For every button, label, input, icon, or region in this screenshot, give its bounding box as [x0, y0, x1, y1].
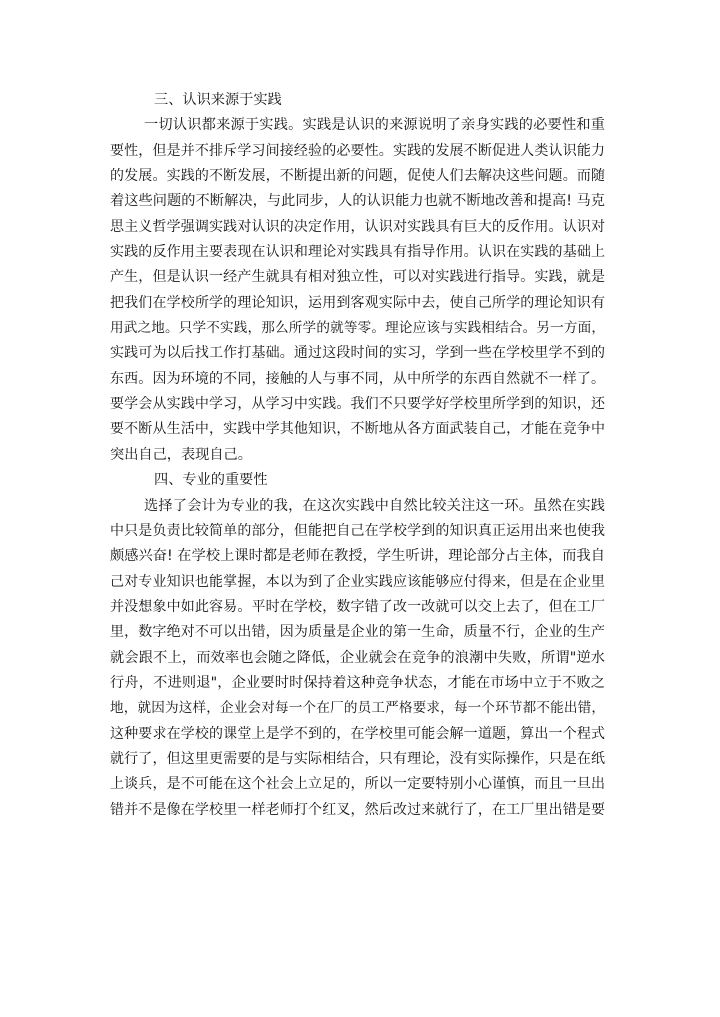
paragraph-line: 里，数字绝对不可以出错，因为质量是企业的第一生命，质量不行，企业的生产: [110, 624, 605, 641]
paragraph-line: 上谈兵，是不可能在这个社会上立足的，所以一定要特别小心谨慎，而且一旦出: [110, 776, 605, 793]
paragraph-line: 要性，但是并不排斥学习间接经验的必要性。实践的发展不断促进人类认识能力: [110, 142, 605, 159]
paragraph-line: 中只是负责比较简单的部分，但能把自己在学校学到的知识真正运用出来也使我: [110, 522, 605, 539]
paragraph-line: 产生，但是认识一经产生就具有相对独立性，可以对实践进行指导。实践，就是: [110, 269, 605, 286]
paragraph-line: 着这些问题的不断解决，与此同步，人的认识能力也就不断地改善和提高! 马克: [110, 193, 605, 210]
section-heading: 四、专业的重要性: [154, 472, 268, 489]
section-heading: 三、认识来源于实践: [154, 92, 282, 108]
paragraph-line: 要不断从生活中，实践中学其他知识，不断地从各方面武装自己，才能在竞争中: [110, 421, 605, 438]
paragraph-line: 实践可为以后找工作打基础。通过这段时间的实习，学到一些在学校里学不到的: [110, 345, 605, 362]
paragraph-line: 行舟，不进则退"，企业要时时保持着这种竞争状态，才能在市场中立于不败之: [110, 674, 605, 691]
paragraph-line: 颇感兴奋! 在学校上课时都是老师在教授，学生听讲，理论部分占主体，而我自: [110, 548, 605, 565]
paragraph-line: 要学会从实践中学习，从学习中实践。我们不只要学好学校里所学到的知识，还: [110, 396, 605, 413]
paragraph-line: 一切认识都来源于实践。实践是认识的来源说明了亲身实践的必要性和重: [144, 117, 605, 134]
paragraph-line: 实践的反作用主要表现在认识和理论对实践具有指导作用。认识在实践的基础上: [110, 244, 605, 261]
paragraph-line: 选择了会计为专业的我，在这次实践中自然比较关注这一环。虽然在实践: [144, 497, 605, 514]
document-body: [110, 88, 605, 823]
paragraph-line: 的发展。实践的不断发展，不断提出新的问题，促使人们去解决这些问题。而随: [110, 168, 605, 185]
paragraph-line: 地，就因为这样，企业会对每一个在厂的员工严格要求，每一个环节都不能出错，: [110, 700, 605, 717]
paragraph-line: 并没想象中如此容易。平时在学校，数字错了改一改就可以交上去了，但在工厂: [110, 598, 605, 615]
paragraph-line: 己对专业知识也能掌握，本以为到了企业实践应该能够应付得来，但是在企业里: [110, 573, 605, 590]
paragraph-line: 思主义哲学强调实践对认识的决定作用，认识对实践具有巨大的反作用。认识对: [110, 218, 605, 235]
paragraph-line: 把我们在学校所学的理论知识，运用到客观实际中去，使自己所学的理论知识有: [110, 294, 605, 311]
paragraph-line: 就会跟不上，而效率也会随之降低，企业就会在竞争的浪潮中失败，所谓"逆水: [110, 649, 605, 666]
paragraph-line: 错并不是像在学校里一样老师打个红叉，然后改过来就行了，在工厂里出错是要: [110, 801, 605, 818]
paragraph-line: 用武之地。只学不实践，那么所学的就等零。理论应该与实践相结合。另一方面，: [110, 320, 605, 337]
paragraph-line: 东西。因为环境的不同，接触的人与事不同，从中所学的东西自然就不一样了。: [110, 370, 605, 387]
paragraph-line: 就行了，但这里更需要的是与实际相结合，只有理论，没有实际操作，只是在纸: [110, 750, 605, 767]
paragraph-line: 突出自己，表现自己。: [110, 446, 252, 463]
paragraph-line: 这种要求在学校的课堂上是学不到的，在学校里可能会解一道题，算出一个程式: [110, 725, 605, 742]
